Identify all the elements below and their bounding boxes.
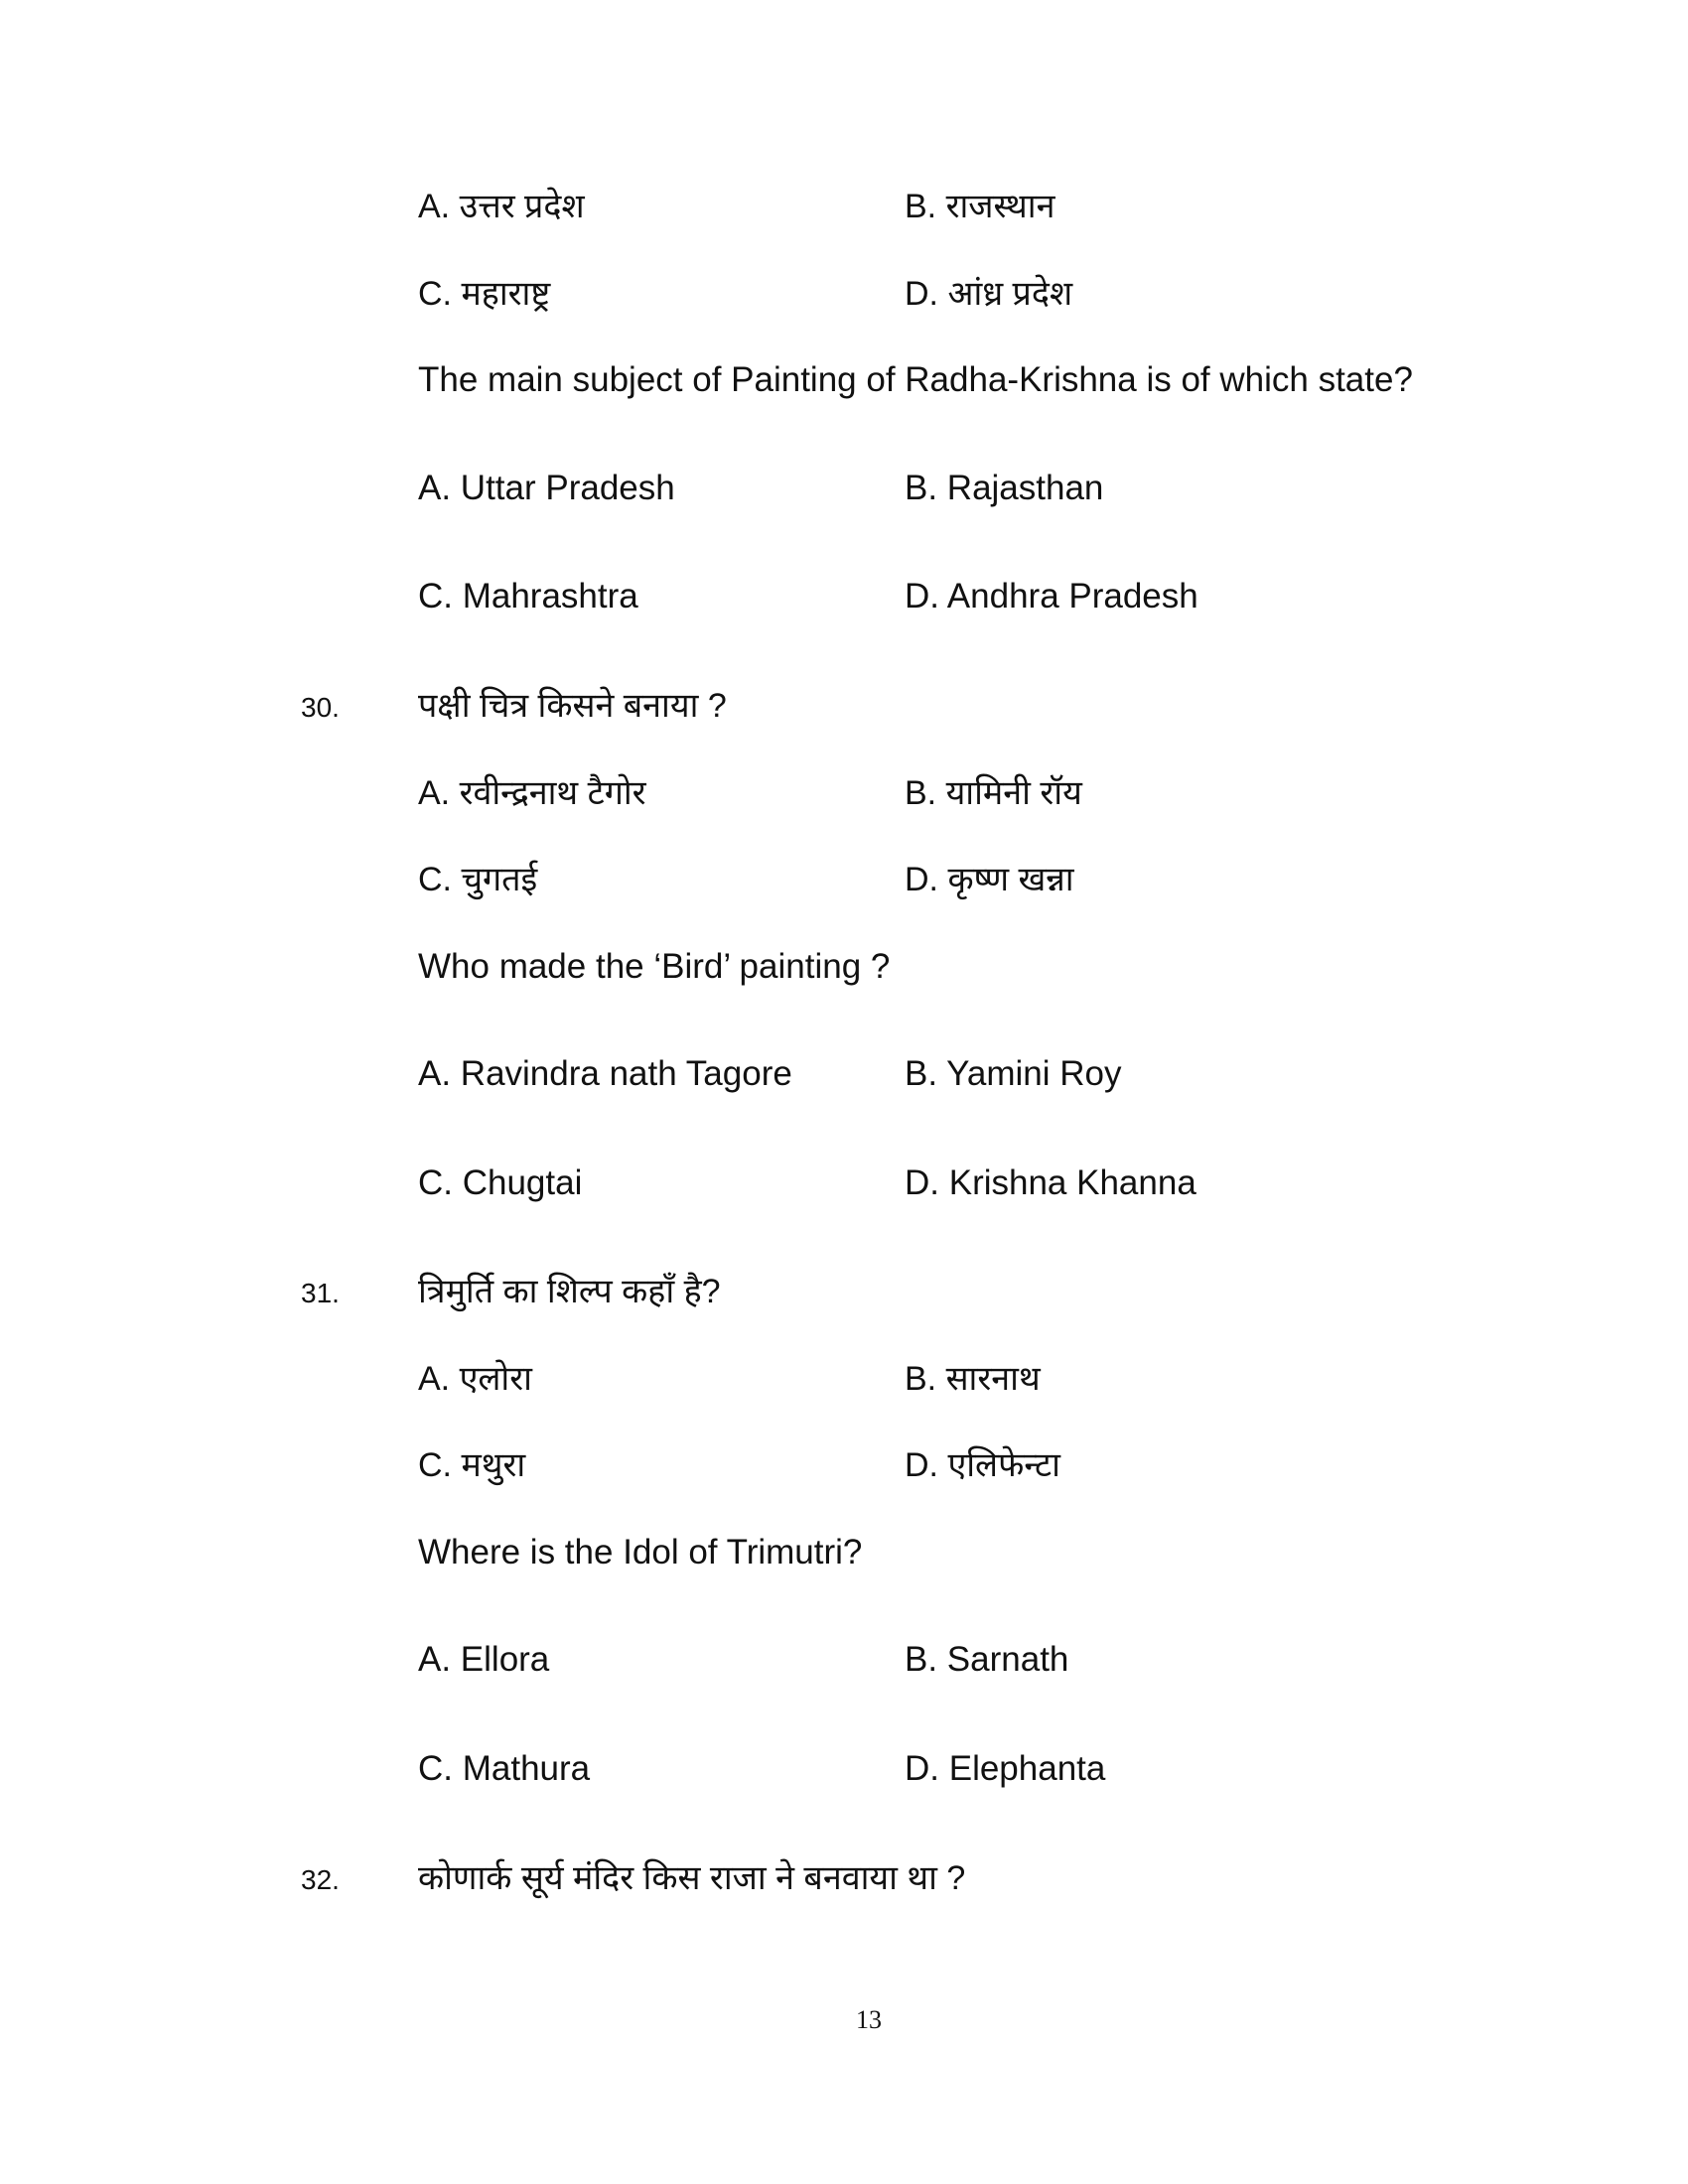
question-number: 31. bbox=[301, 1278, 340, 1308]
question-english: Where is the Idol of Trimutri? bbox=[418, 1533, 863, 1571]
option-a-english: A. Uttar Pradesh bbox=[418, 469, 675, 507]
question-hindi: पक्षी चित्र किसने बनाया ? bbox=[418, 687, 727, 725]
option-b-english: B. Yamini Roy bbox=[905, 1054, 1122, 1093]
option-c-hindi: C. चुगतई bbox=[418, 861, 538, 898]
option-b-hindi: B. राजस्थान bbox=[905, 188, 1055, 225]
question-number: 30. bbox=[301, 692, 340, 723]
option-d-hindi: D. कृष्ण खन्ना bbox=[905, 861, 1074, 898]
question-number: 32. bbox=[301, 1864, 340, 1895]
option-a-hindi: A. एलोरा bbox=[418, 1360, 532, 1398]
option-d-hindi: D. आंध्र प्रदेश bbox=[905, 275, 1073, 313]
question-hindi: कोणार्क सूर्य मंदिर किस राजा ने बनवाया था ? bbox=[418, 1859, 966, 1897]
option-d-english: D. Andhra Pradesh bbox=[905, 577, 1198, 615]
option-c-hindi: C. महाराष्ट्र bbox=[418, 275, 551, 313]
option-c-hindi: C. मथुरा bbox=[418, 1446, 526, 1484]
option-a-english: A. Ellora bbox=[418, 1640, 550, 1679]
option-c-english: C. Mahrashtra bbox=[418, 577, 638, 615]
question-english: Who made the ‘Bird’ painting ? bbox=[418, 947, 891, 986]
option-a-hindi: A. रवीन्द्रनाथ टैगोर bbox=[418, 774, 646, 812]
option-d-hindi: D. एलिफेन्टा bbox=[905, 1446, 1060, 1484]
option-c-english: C. Chugtai bbox=[418, 1163, 583, 1202]
option-d-english: D. Krishna Khanna bbox=[905, 1163, 1196, 1202]
option-b-english: B. Rajasthan bbox=[905, 469, 1104, 507]
option-d-english: D. Elephanta bbox=[905, 1749, 1106, 1788]
question-english: The main subject of Painting of Radha-Krishna is of which state? bbox=[418, 360, 1413, 399]
question-hindi: त्रिमुर्ति का शिल्प कहाँ है? bbox=[418, 1273, 721, 1310]
page-number: 13 bbox=[856, 2005, 882, 2034]
option-a-english: A. Ravindra nath Tagore bbox=[418, 1054, 792, 1093]
option-b-hindi: B. यामिनी रॉय bbox=[905, 774, 1082, 812]
option-a-hindi: A. उत्तर प्रदेश bbox=[418, 188, 585, 225]
option-b-hindi: B. सारनाथ bbox=[905, 1360, 1041, 1398]
option-b-english: B. Sarnath bbox=[905, 1640, 1069, 1679]
option-c-english: C. Mathura bbox=[418, 1749, 591, 1788]
